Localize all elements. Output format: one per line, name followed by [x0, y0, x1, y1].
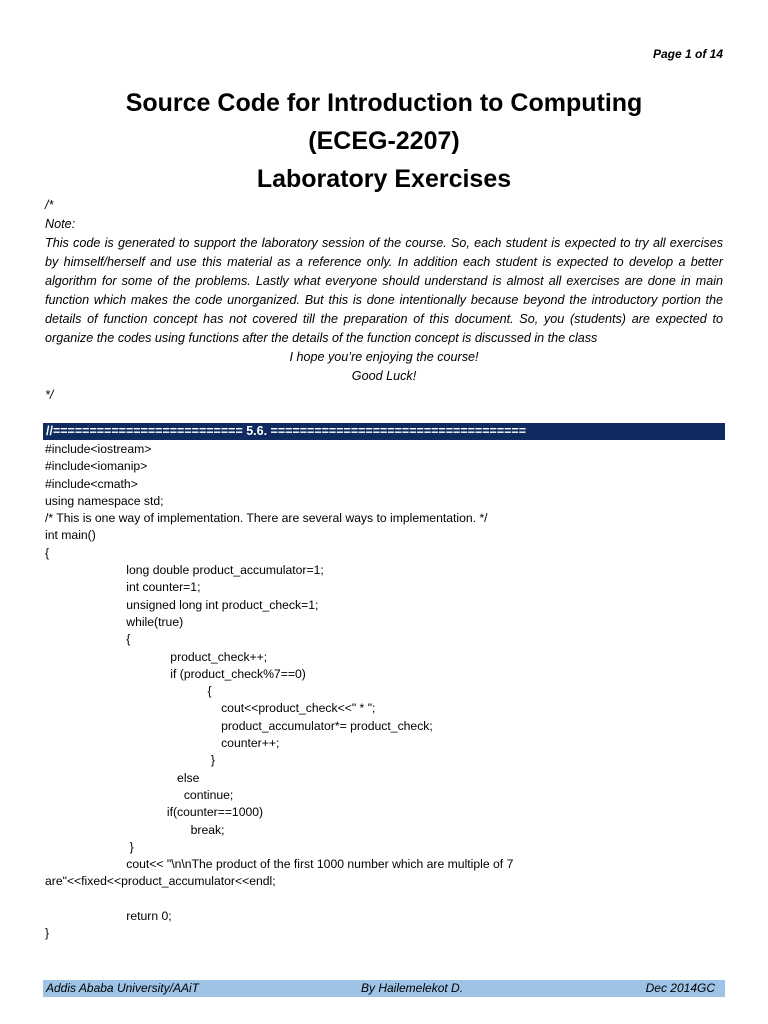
code-line: long double product_accumulator=1; [45, 563, 324, 578]
code-line: else [45, 770, 200, 785]
code-line: cout<<product_check<<" * "; [45, 701, 376, 716]
code-line: return 0; [45, 909, 172, 924]
code-line: break; [45, 822, 225, 837]
code-block [45, 441, 735, 943]
code-line: #include<iostream> [45, 442, 152, 456]
code-line: /* This is one way of implementation. There are several ways to implementation. */ [45, 511, 488, 526]
code-line: int counter=1; [45, 580, 201, 595]
code-line: } [45, 926, 50, 941]
note-wish: I hope you’re enjoying the course! [289, 350, 479, 364]
code-line: if (product_check%7==0) [45, 666, 306, 681]
code-line: using namespace std; [45, 493, 164, 508]
code-line: if(counter==1000) [45, 805, 264, 820]
code-line: } [45, 753, 215, 768]
code-line: product_check++; [45, 649, 268, 664]
code-line: } [45, 839, 134, 854]
footer-author: By Hailemelekot D. [361, 981, 464, 995]
note-paragraph: This code is generated to support the laboratory session of the course. So, each student is expected to try all exercises by himself/herself and use this material as a reference only. In addition each student is expected to develop a better algorithm for some of the problems. Lastly what everyone should understand is almost all exercises are done in main function which makes the code unorganized. But this is done intentionally because beyond the introductory portion the details of function concept has not covered till the preparation of this document. So, you (students) are expected to organize the codes using functions after the details of the function concept is discussed in the class [45, 236, 723, 345]
code-line: counter++; [45, 736, 280, 751]
comment-open: /* [45, 198, 54, 212]
title-line: Laboratory Exercises [256, 165, 512, 193]
code-line: int main() [45, 528, 96, 543]
document-title [0, 84, 768, 198]
code-line: #include<cmath> [45, 476, 138, 491]
page-footer [43, 980, 725, 997]
title-line: (ECEG-2207) [308, 127, 460, 155]
note-good-luck: Good Luck! [351, 369, 417, 383]
note-heading: Note: [45, 217, 76, 231]
title-line: Source Code for Introduction to Computing [125, 89, 643, 117]
code-line: while(true) [45, 614, 184, 629]
note-block [45, 196, 723, 405]
footer-date: Dec 2014GC [645, 981, 715, 995]
code-line: { [45, 684, 212, 699]
code-line: cout<< "\n\nThe product of the first 1000 number which are multiple of 7 [45, 857, 514, 872]
code-line: are"<<fixed<<product_accumulator<<endl; [45, 874, 276, 889]
code-line [45, 891, 735, 908]
code-line: product_accumulator*= product_check; [45, 718, 433, 733]
code-line: { [45, 545, 50, 560]
code-line: { [45, 632, 131, 647]
comment-close: */ [45, 388, 54, 402]
code-line: #include<iomanip> [45, 459, 148, 474]
footer-institution: Addis Ababa University/AAiT [46, 981, 199, 995]
section-separator: //========================== 5.6. =================================== [43, 423, 725, 440]
code-line: continue; [45, 787, 234, 802]
code-line: unsigned long int product_check=1; [45, 597, 319, 612]
page-number: Page 1 of 14 [652, 47, 723, 61]
